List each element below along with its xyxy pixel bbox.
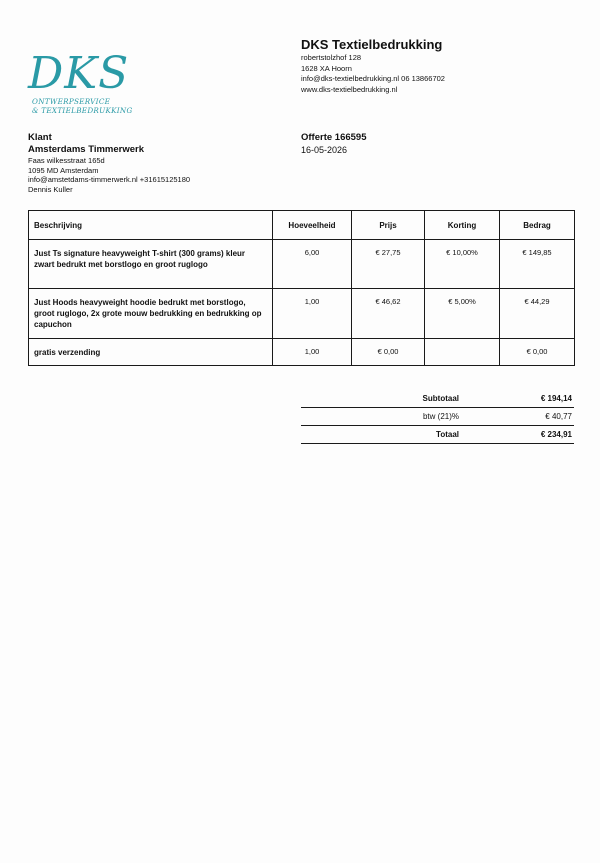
table-row	[29, 240, 575, 289]
logo-tagline-2: & TEXTIELBEDRUKKING	[32, 106, 133, 115]
table-row	[29, 289, 575, 339]
item-price: € 0,00	[352, 339, 425, 366]
client-name: Amsterdams Timmerwerk	[28, 144, 144, 155]
item-quantity: 1,00	[273, 289, 352, 339]
table-row	[29, 339, 575, 366]
item-amount: € 0,00	[500, 339, 575, 366]
company-website: www.dks-textielbedrukking.nl	[301, 84, 398, 94]
vat-label: btw (21)%	[422, 412, 459, 421]
items-table	[28, 210, 575, 366]
item-description: Just Ts signature heavyweight T-shirt (300 grams) kleur zwart bedrukt met borstlogo en groot ruglogo	[29, 240, 273, 289]
client-info	[28, 132, 190, 194]
company-city: 1628 XA Hoorn	[301, 63, 352, 73]
subtotal-value: € 194,14	[540, 394, 572, 403]
totals-block	[301, 390, 574, 444]
header-description: Beschrijving	[29, 211, 273, 240]
company-contact: info@dks-textielbedrukking.nl 06 13866702	[301, 74, 445, 83]
logo-letters: DKS	[28, 48, 130, 99]
total-label: Totaal	[436, 430, 459, 439]
item-price: € 46,62	[352, 289, 425, 339]
subtotal-label: Subtotaal	[422, 394, 459, 403]
item-amount: € 149,85	[500, 240, 575, 289]
company-logo	[28, 48, 138, 116]
item-description: gratis verzending	[29, 339, 273, 366]
offer-date: 16-05-2026	[301, 145, 348, 155]
client-person: Dennis Kuller	[28, 184, 73, 194]
client-label: Klant	[28, 132, 52, 143]
item-discount	[425, 339, 500, 366]
total-row	[301, 426, 574, 444]
company-name: DKS Textielbedrukking	[301, 37, 443, 52]
table-header-row	[29, 211, 575, 240]
client-contact: info@amstetdams-timmerwerk.nl +31615125180	[28, 175, 191, 184]
header-discount: Korting	[425, 211, 500, 240]
header-amount: Bedrag	[500, 211, 575, 240]
offer-number: Offerte 166595	[301, 132, 367, 143]
offer-info	[301, 132, 366, 156]
item-quantity: 6,00	[273, 240, 352, 289]
item-amount: € 44,29	[500, 289, 575, 339]
item-quantity: 1,00	[273, 339, 352, 366]
item-discount: € 5,00%	[425, 289, 500, 339]
total-value: € 234,91	[540, 430, 572, 439]
subtotal-row	[301, 390, 574, 408]
client-city: 1095 MD Amsterdam	[28, 165, 99, 175]
item-price: € 27,75	[352, 240, 425, 289]
client-street: Faas wilkesstraat 165d	[28, 156, 105, 165]
vat-value: € 40,77	[545, 412, 572, 421]
company-info	[301, 37, 445, 95]
company-street: robertstolzhof 128	[301, 53, 362, 62]
item-description: Just Hoods heavyweight hoodie bedrukt met borstlogo, groot ruglogo, 2x grote mouw bedrukking en bedrukking op capuchon	[29, 289, 273, 339]
vat-row	[301, 408, 574, 426]
header-price: Prijs	[352, 211, 425, 240]
header-quantity: Hoeveelheid	[273, 211, 352, 240]
item-discount: € 10,00%	[425, 240, 500, 289]
logo-tagline-1: ONTWERPSERVICE	[32, 97, 111, 106]
